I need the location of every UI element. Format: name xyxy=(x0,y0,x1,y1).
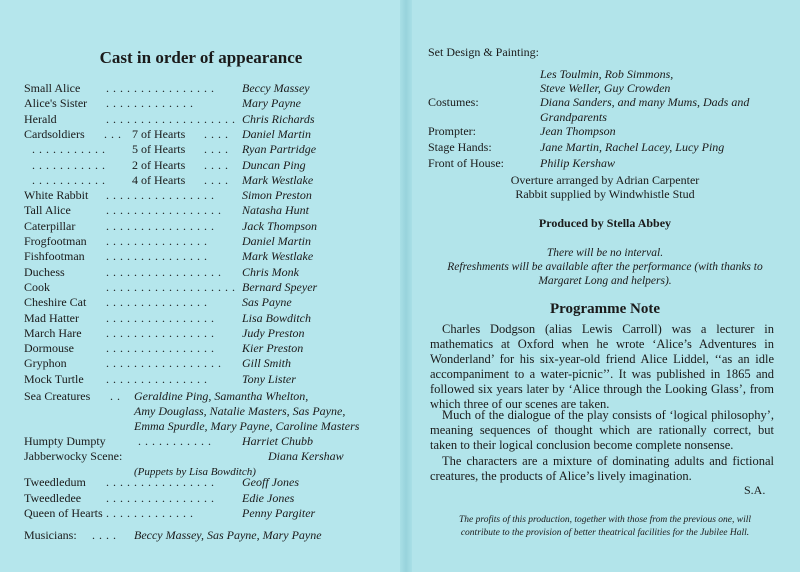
cast-row xyxy=(24,249,364,264)
cast-actor: Geoff Jones xyxy=(242,475,299,489)
cast-actor: Ryan Partridge xyxy=(242,142,317,157)
cast-row-jabberwocky xyxy=(24,449,364,464)
cast-actor: Bernard Speyer xyxy=(242,279,318,294)
cast-dots: . . . . . . . . . . . . . . . . . xyxy=(106,264,222,279)
cast-actor: Chris Monk xyxy=(242,264,299,279)
cast-dots: . . . . . . . . . . . xyxy=(138,434,212,448)
cast-dots: . . . . xyxy=(204,142,229,157)
card-suit: 2 of Hearts xyxy=(132,157,186,172)
costumes-line-1: Diana Sanders, and many Mums, Dads and xyxy=(540,95,750,109)
overture-credit: Overture arranged by Adrian Carpenter xyxy=(510,173,700,187)
cast-row xyxy=(24,372,364,387)
cast-row-musicians xyxy=(24,528,364,543)
sea-creatures-line-3: Emma Spurdle, Mary Payne, Caroline Masters xyxy=(134,419,360,433)
cast-row xyxy=(24,234,364,249)
cast-dots: . . . . . . . . . . . . . . . xyxy=(106,234,208,248)
cast-dots: . . . . . . . . . . . . . . . . xyxy=(106,188,215,203)
cast-actor: Mary Payne xyxy=(242,96,301,111)
cast-role: Cook xyxy=(24,279,51,294)
cast-actor: Harriet Chubb xyxy=(242,434,314,448)
cast-role: Mock Turtle xyxy=(24,371,84,386)
cast-actor: Tony Lister xyxy=(242,371,296,386)
cast-role: Humpty Dumpty xyxy=(24,434,106,448)
cast-row xyxy=(24,280,364,295)
stage-hands-label: Stage Hands: xyxy=(428,140,492,154)
cast-dots: . . . . . . . . . . . xyxy=(32,142,106,157)
cast-role: Fishfootman xyxy=(24,249,85,264)
cast-row xyxy=(24,127,364,142)
cast-actor: Chris Richards xyxy=(242,111,315,126)
cast-actor: Gill Smith xyxy=(242,356,292,371)
cast-dots: . . . . . . . . . . . . . xyxy=(106,96,194,111)
cast-dots: . . . . . . . . . . . . . . . . xyxy=(106,81,215,95)
cast-actor: Penny Pargiter xyxy=(242,506,316,520)
cast-actor: Simon Preston xyxy=(242,188,312,203)
cast-actor: Daniel Martin xyxy=(242,234,311,248)
front-of-house-name: Philip Kershaw xyxy=(540,156,616,170)
programme-note-paragraph-2: Much of the dialogue of the play consists of ‘logical philosophy’, meaning sequences of thought which are rationally correct, but taken to their logical conclusion become complete nonsense. xyxy=(430,408,774,452)
cast-dots: . . . . xyxy=(92,528,117,542)
cast-row xyxy=(24,475,364,490)
cast-dots: . . . . . . . . . . . . . . . xyxy=(106,295,208,310)
cast-dots: . . . . xyxy=(204,172,229,187)
cast-role: Musicians: xyxy=(24,528,77,542)
cast-role: March Hare xyxy=(24,325,82,340)
stage-hands-names: Jane Martin, Rachel Lacey, Lucy Ping xyxy=(540,140,725,154)
cast-row xyxy=(24,311,364,326)
cast-role: Small Alice xyxy=(24,81,81,95)
cast-dots: . . . . xyxy=(204,126,229,141)
cast-role: Tall Alice xyxy=(24,203,71,218)
cast-actor: Judy Preston xyxy=(242,325,305,340)
cast-dots: . . . . . . . . . . . . . . . . xyxy=(106,310,215,325)
cast-row xyxy=(24,112,364,127)
refreshments-line-1: Refreshments will be available after the performance (with thanks to xyxy=(447,261,763,273)
card-suit: 7 of Hearts xyxy=(132,126,186,141)
cast-dots: . . . . . . . . . . . . . . . . xyxy=(106,325,215,340)
cast-role: Caterpillar xyxy=(24,218,76,233)
programme-note-paragraph-3: The characters are a mixture of dominating adults and fictional creatures, the products of Alice’s lively imagination. xyxy=(430,454,774,483)
profits-line-2: contribute to the provision of better theatrical facilities for the Jubilee Hall. xyxy=(460,528,750,538)
cast-row xyxy=(24,142,364,157)
rabbit-credit: Rabbit supplied by Windwhistle Stud xyxy=(515,187,695,201)
cast-dots: . . . . . . . . . . . . . xyxy=(106,506,194,520)
front-of-house-label: Front of House: xyxy=(428,156,504,170)
cast-actor: Kier Preston xyxy=(242,341,304,356)
cast-dots: . . . . . . . . . . . . . . . . xyxy=(106,218,215,233)
cast-role: Dormouse xyxy=(24,341,74,356)
cast-row xyxy=(24,326,364,341)
cast-row xyxy=(24,219,364,234)
cast-actor: Lisa Bowditch xyxy=(242,310,312,325)
produced-by: Produced by Stella Abbey xyxy=(538,216,672,230)
cast-actor: Edie Jones xyxy=(242,490,295,505)
cast-row xyxy=(24,81,364,96)
cast-row xyxy=(24,96,364,111)
costumes-label: Costumes: xyxy=(428,95,479,109)
cast-actor: Beccy Massey xyxy=(242,81,310,95)
cast-actor: Mark Westlake xyxy=(242,172,314,187)
cast-dots: . . . . xyxy=(204,157,229,172)
cast-dots: . . . . . . . . . . . . . . . . . xyxy=(106,356,222,371)
cast-role: Jabberwocky Scene: xyxy=(24,449,123,463)
cast-dots: . . . . . . . . . . . . . . . xyxy=(106,371,208,386)
set-design-line-1: Les Toulmin, Rob Simmons, xyxy=(540,67,674,81)
prompter-label: Prompter: xyxy=(428,124,476,138)
cast-row xyxy=(24,356,364,371)
signature-initials: S.A. xyxy=(744,483,766,497)
cast-row xyxy=(24,491,364,506)
cast-role: Mad Hatter xyxy=(24,310,79,325)
cast-row xyxy=(24,173,364,188)
cast-role: Tweedledum xyxy=(24,475,86,489)
cast-role: Queen of Hearts xyxy=(24,506,103,520)
prompter-name: Jean Thompson xyxy=(540,124,616,138)
interval-note: There will be no interval. xyxy=(546,247,664,259)
cast-actor: Sas Payne xyxy=(242,295,292,310)
programme-note-title: Programme Note xyxy=(549,301,661,317)
profits-line-1: The profits of this production, together with those from the previous one, will xyxy=(458,515,752,525)
cast-actor: Daniel Martin xyxy=(242,126,311,141)
cast-dots: . . . . . . . . . . . . . . . . . . . xyxy=(106,279,236,294)
cast-row xyxy=(24,188,364,203)
cast-row xyxy=(24,158,364,173)
cast-role: Tweedledee xyxy=(24,490,82,505)
cast-dots: . . . . . . . . . . . . . . . . xyxy=(106,475,215,489)
cast-row xyxy=(24,506,364,521)
cast-row xyxy=(24,265,364,280)
cast-dots: . . xyxy=(110,389,121,403)
cast-dots: . . . . . . . . . . . xyxy=(32,157,106,172)
sea-creatures-line-2: Amy Douglass, Natalie Masters, Sas Payne, xyxy=(134,404,346,418)
cast-dots: . . . . . . . . . . . . . . . xyxy=(106,249,208,264)
costumes-line-2: Grandparents xyxy=(540,110,607,124)
puppets-credit: (Puppets by Lisa Bowditch) xyxy=(134,466,256,478)
cast-role: Cheshire Cat xyxy=(24,295,87,310)
cast-dots: . . . . . . . . . . . . . . . . . xyxy=(106,203,222,218)
cast-role: Frogfootman xyxy=(24,234,87,248)
set-design-line-2: Steve Weller, Guy Crowden xyxy=(540,81,671,95)
cast-dots: . . . . . . . . . . . . . . . . xyxy=(106,490,215,505)
cast-role: Herald xyxy=(24,111,57,126)
cast-row xyxy=(24,295,364,310)
cast-dots: . . . xyxy=(104,126,122,141)
cast-role: White Rabbit xyxy=(24,188,89,203)
cast-role: Gryphon xyxy=(24,356,67,371)
cast-role: Sea Creatures xyxy=(24,389,91,403)
programme-note-paragraph-1: Charles Dodgson (alias Lewis Carroll) was a lecturer in mathematics at Oxford when he wrote ‘Alice’s Adventures in Wonderland’ for his six-year-old friend Alice Liddel, ‘‘as an idle accompaniment to a water-picnic’’. It was published in 1865 and followed six years later by ‘Alice through the Looking Glass’, from which three of our scenes are taken. xyxy=(430,322,774,411)
cast-dots: . . . . . . . . . . . . . . . . . . . xyxy=(106,111,236,126)
cast-row-humpty-dumpty xyxy=(24,434,364,449)
cast-actor: Jack Thompson xyxy=(242,218,317,233)
cast-actor: Natasha Hunt xyxy=(242,203,310,218)
cast-row xyxy=(24,203,364,218)
cast-title: Cast in order of appearance xyxy=(99,48,303,67)
cast-actor: Duncan Ping xyxy=(242,157,306,172)
cast-dots: . . . . . . . . . . . xyxy=(32,172,106,187)
cast-row xyxy=(24,341,364,356)
cast-role: Alice's Sister xyxy=(24,96,88,111)
cast-actor: Diana Kershaw xyxy=(268,449,344,463)
card-suit: 5 of Hearts xyxy=(132,142,186,157)
cast-role: Duchess xyxy=(24,264,65,279)
card-suit: 4 of Hearts xyxy=(132,172,186,187)
cast-role: Cardsoldiers xyxy=(24,126,85,141)
musicians-names: Beccy Massey, Sas Payne, Mary Payne xyxy=(134,528,322,542)
set-design-label: Set Design & Painting: xyxy=(428,45,539,59)
cast-actor: Mark Westlake xyxy=(242,249,314,264)
cast-dots: . . . . . . . . . . . . . . . . xyxy=(106,341,215,356)
sea-creatures-line-1: Geraldine Ping, Samantha Whelton, xyxy=(134,389,309,403)
refreshments-line-2: Margaret Long and helpers). xyxy=(538,275,672,287)
